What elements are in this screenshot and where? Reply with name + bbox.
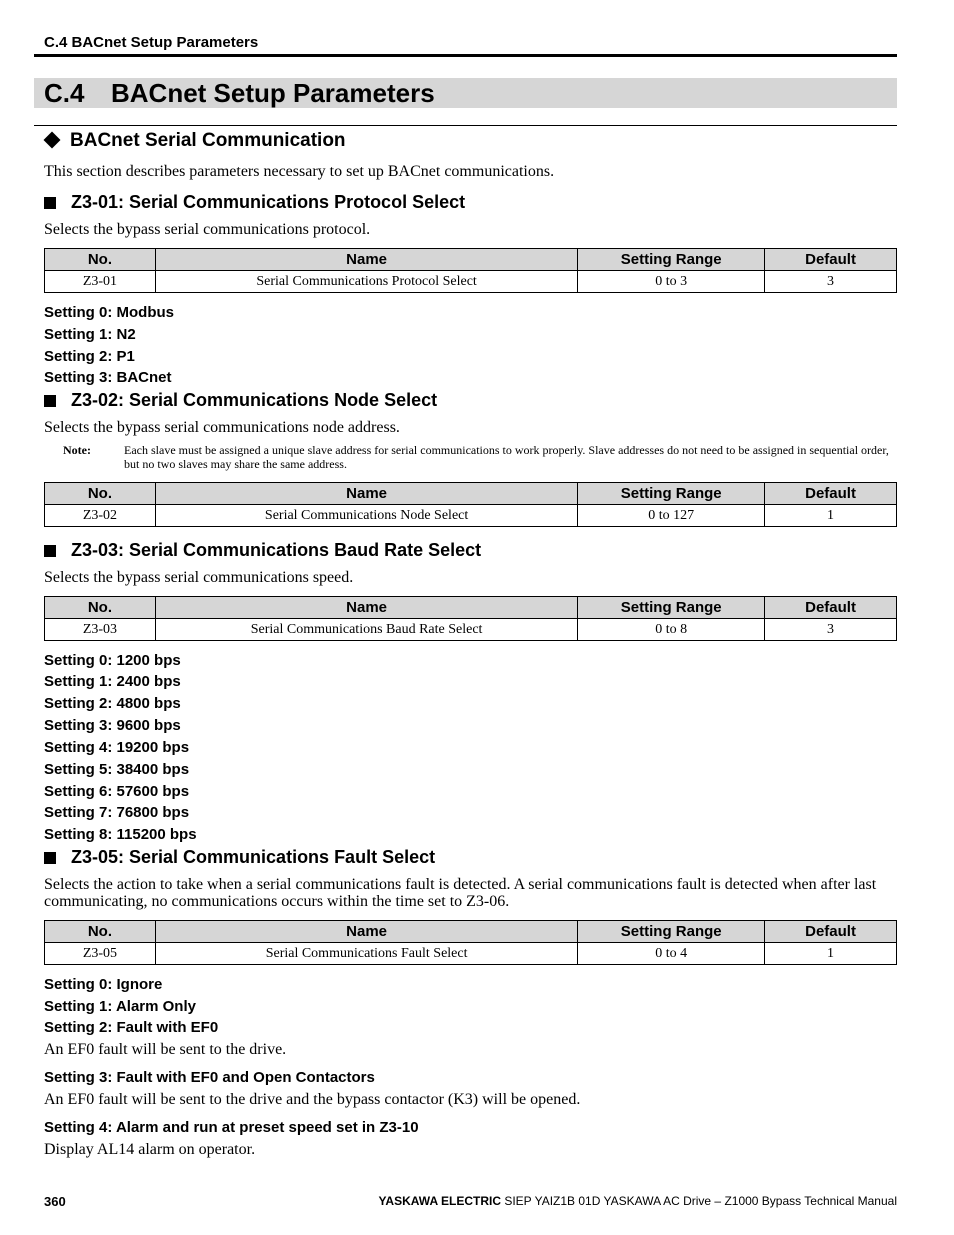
col-header-no: No. [45, 921, 156, 943]
z3-05-setting-4-description: Display AL14 alarm on operator. [44, 1141, 256, 1158]
cell-range: 0 to 8 [578, 619, 765, 641]
subsection-heading [44, 130, 346, 152]
z3-03-table [44, 596, 897, 641]
z3-05-table [44, 920, 897, 965]
table-row [45, 943, 897, 965]
square-bullet-icon [44, 395, 56, 407]
table-header-row [45, 921, 897, 943]
square-bullet-icon [44, 197, 56, 209]
z3-01-heading [44, 191, 465, 213]
col-header-no: No. [45, 483, 156, 505]
cell-name: Serial Communications Node Select [155, 505, 577, 527]
z3-03-setting-3: Setting 3: 9600 bps [44, 717, 181, 734]
table-row [45, 271, 897, 293]
table-row [45, 619, 897, 641]
col-header-default: Default [765, 597, 897, 619]
cell-name: Serial Communications Protocol Select [155, 271, 577, 293]
z3-03-setting-8: Setting 8: 115200 bps [44, 826, 197, 843]
cell-no: Z3-01 [45, 271, 156, 293]
section-rule [34, 125, 897, 126]
col-header-no: No. [45, 249, 156, 271]
footer-manual: SIEP YAIZ1B 01D YASKAWA AC Drive – Z1000 Bypass Technical Manual [504, 1194, 897, 1208]
col-header-name: Name [155, 249, 577, 271]
running-header: C.4 BACnet Setup Parameters [44, 34, 259, 51]
z3-01-setting-0: Setting 0: Modbus [44, 304, 174, 321]
cell-range: 0 to 127 [578, 505, 765, 527]
section-title [44, 77, 435, 109]
footer-manual-title [379, 1194, 897, 1208]
z3-03-setting-6: Setting 6: 57600 bps [44, 783, 190, 800]
z3-01-description: Selects the bypass serial communications protocol. [44, 221, 371, 238]
note-label: Note: [63, 443, 91, 457]
subsection-intro: This section describes parameters necessary to set up BACnet communications. [44, 163, 555, 180]
z3-05-setting-0: Setting 0: Ignore [44, 976, 163, 993]
z3-03-description: Selects the bypass serial communications speed. [44, 569, 354, 586]
subsection-title: BACnet Serial Communication [70, 130, 346, 151]
diamond-bullet-icon [44, 131, 61, 148]
col-header-default: Default [765, 249, 897, 271]
z3-05-setting-4: Setting 4: Alarm and run at preset speed set in Z3-10 [44, 1119, 419, 1136]
z3-02-heading-text: Z3-02: Serial Communications Node Select [71, 390, 438, 410]
z3-05-heading-text: Z3-05: Serial Communications Fault Select [71, 847, 436, 867]
cell-name: Serial Communications Fault Select [155, 943, 577, 965]
z3-05-description: Selects the action to take when a serial communications fault is detected. A serial communications fault is detected when after last communicating, no communications occurs within the time set to Z3-06. [44, 876, 877, 910]
z3-05-setting-2-description: An EF0 fault will be sent to the drive. [44, 1041, 287, 1058]
z3-03-setting-4: Setting 4: 19200 bps [44, 739, 190, 756]
z3-05-heading [44, 846, 435, 868]
table-header-row [45, 597, 897, 619]
z3-02-heading [44, 389, 437, 411]
cell-no: Z3-02 [45, 505, 156, 527]
z3-02-table [44, 482, 897, 527]
z3-05-setting-3: Setting 3: Fault with EF0 and Open Contactors [44, 1069, 375, 1086]
z3-01-setting-1: Setting 1: N2 [44, 326, 136, 343]
table-header-row [45, 249, 897, 271]
square-bullet-icon [44, 545, 56, 557]
z3-02-description: Selects the bypass serial communications node address. [44, 419, 400, 436]
footer-brand: YASKAWA ELECTRIC [378, 1194, 501, 1208]
z3-05-setting-3-description: An EF0 fault will be sent to the drive and the bypass contactor (K3) will be opened. [44, 1091, 581, 1108]
z3-01-heading-text: Z3-01: Serial Communications Protocol Select [71, 192, 466, 212]
cell-range: 0 to 4 [578, 943, 765, 965]
cell-name: Serial Communications Baud Rate Select [155, 619, 577, 641]
z3-01-setting-3: Setting 3: BACnet [44, 369, 172, 386]
note-text: Each slave must be assigned a unique slave address for serial communications to work properly. Slave addresses do not need to be assigned in sequential order, but no two slaves may share the same address. [124, 443, 889, 471]
col-header-name: Name [155, 921, 577, 943]
table-row [45, 505, 897, 527]
col-header-name: Name [155, 483, 577, 505]
col-header-range: Setting Range [578, 597, 765, 619]
z3-03-setting-2: Setting 2: 4800 bps [44, 695, 181, 712]
cell-range: 0 to 3 [578, 271, 765, 293]
col-header-range: Setting Range [578, 921, 765, 943]
cell-no: Z3-05 [45, 943, 156, 965]
col-header-default: Default [765, 483, 897, 505]
cell-default: 3 [765, 619, 897, 641]
col-header-range: Setting Range [578, 483, 765, 505]
z3-03-setting-7: Setting 7: 76800 bps [44, 804, 190, 821]
section-title-text: BACnet Setup Parameters [111, 78, 435, 108]
z3-03-heading-text: Z3-03: Serial Communications Baud Rate Select [71, 540, 482, 560]
table-header-row [45, 483, 897, 505]
square-bullet-icon [44, 852, 56, 864]
z3-01-setting-2: Setting 2: P1 [44, 348, 135, 365]
col-header-default: Default [765, 921, 897, 943]
col-header-name: Name [155, 597, 577, 619]
col-header-range: Setting Range [578, 249, 765, 271]
col-header-no: No. [45, 597, 156, 619]
cell-no: Z3-03 [45, 619, 156, 641]
cell-default: 3 [765, 271, 897, 293]
z3-03-setting-1: Setting 1: 2400 bps [44, 673, 181, 690]
z3-03-setting-0: Setting 0: 1200 bps [44, 652, 181, 669]
z3-05-setting-1: Setting 1: Alarm Only [44, 998, 196, 1015]
header-rule [34, 54, 897, 57]
cell-default: 1 [765, 943, 897, 965]
z3-03-setting-5: Setting 5: 38400 bps [44, 761, 190, 778]
z3-01-table [44, 248, 897, 293]
z3-03-heading [44, 539, 481, 561]
z3-05-setting-2: Setting 2: Fault with EF0 [44, 1019, 219, 1036]
page-number: 360 [44, 1194, 66, 1209]
section-number: C.4 [44, 78, 85, 108]
cell-default: 1 [765, 505, 897, 527]
